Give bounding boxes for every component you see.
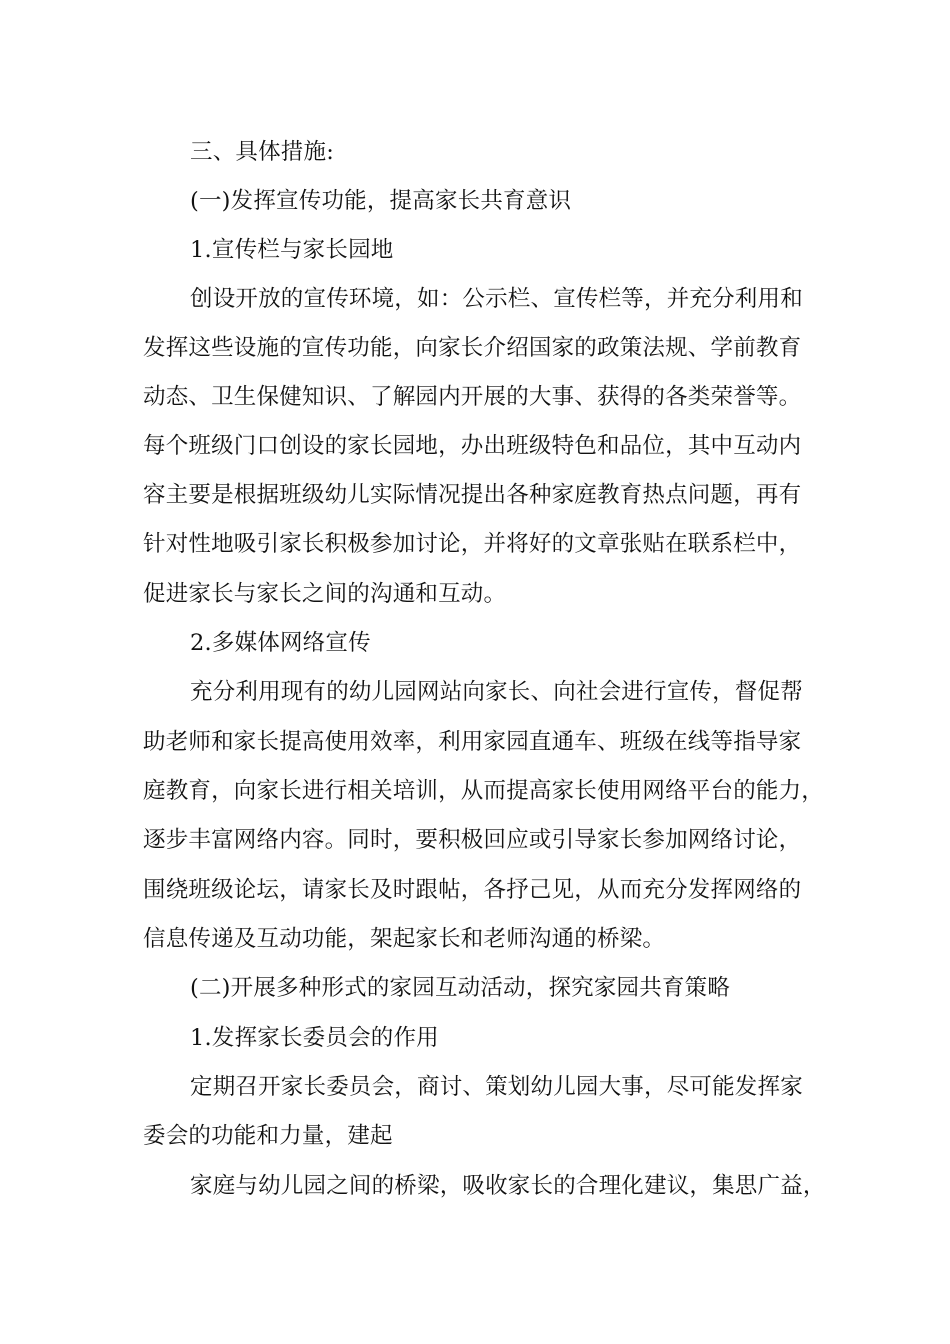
paragraph-line: 容主要是根据班级幼儿实际情况提出各种家庭教育热点问题，再有 <box>143 482 802 508</box>
section-heading: 三、具体措施: <box>190 139 334 165</box>
paragraph-line: 促进家长与家长之间的沟通和互动。 <box>143 581 507 607</box>
paragraph-line: 围绕班级论坛，请家长及时跟帖，各抒己见，从而充分发挥网络的 <box>143 877 802 903</box>
paragraph-line: 委会的功能和力量，建起 <box>143 1123 393 1149</box>
paragraph-line: 针对性地吸引家长积极参加讨论，并将好的文章张贴在联系栏中， <box>143 531 802 557</box>
paragraph-line: 每个班级门口创设的家长园地，办出班级特色和品位，其中互动内 <box>143 433 802 459</box>
paragraph-line: 信息传递及互动功能，架起家长和老师沟通的桥梁。 <box>143 926 666 952</box>
paragraph-line: 庭教育，向家长进行相关培训，从而提高家长使用网络平台的能力， <box>143 778 825 804</box>
paragraph-line: 逐步丰富网络内容。同时，要积极回应或引导家长参加网络讨论， <box>143 827 802 853</box>
paragraph-line: 定期召开家长委员会，商讨、策划幼儿园大事，尽可能发挥家 <box>190 1074 803 1100</box>
subsection-heading: (一)发挥宣传功能，提高家长共育意识 <box>190 188 572 214</box>
paragraph-line: 家庭与幼儿园之间的桥梁，吸收家长的合理化建议，集思广益， <box>190 1173 826 1199</box>
item-heading: 2.多媒体网络宣传 <box>190 630 371 656</box>
paragraph-line: 动态、卫生保健知识、了解园内开展的大事、获得的各类荣誉等。 <box>143 384 802 410</box>
subsection-heading: (二)开展多种形式的家园互动活动，探究家园共育策略 <box>190 975 731 1001</box>
paragraph-line: 充分利用现有的幼儿园网站向家长、向社会进行宣传，督促帮 <box>190 679 803 705</box>
paragraph-line: 助老师和家长提高使用效率，利用家园直通车、班级在线等指导家 <box>143 729 802 755</box>
paragraph-line: 发挥这些设施的宣传功能，向家长介绍国家的政策法规、学前教育 <box>143 335 802 361</box>
paragraph-line: 创设开放的宣传环境，如：公示栏、宣传栏等，并充分利用和 <box>190 286 803 312</box>
item-heading: 1.宣传栏与家长园地 <box>190 237 394 263</box>
item-heading: 1.发挥家长委员会的作用 <box>190 1025 439 1051</box>
